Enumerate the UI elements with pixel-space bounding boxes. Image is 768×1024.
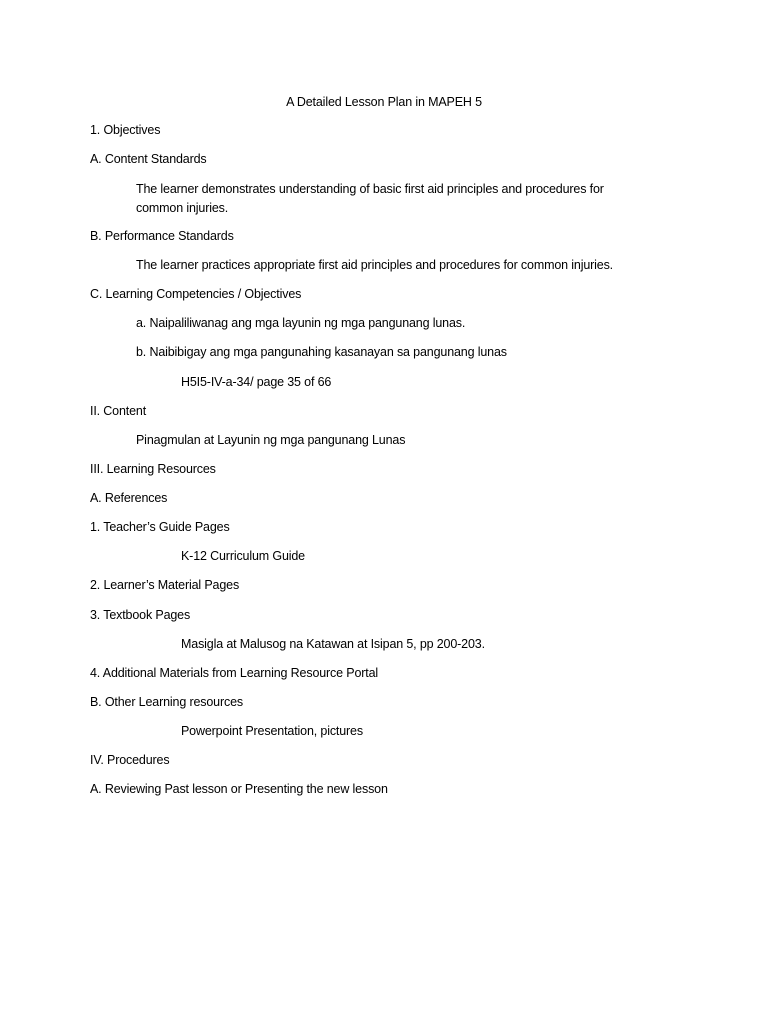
teachers-guide-value: K-12 Curriculum Guide — [181, 549, 305, 563]
heading-procedures: IV. Procedures — [90, 753, 170, 767]
document-title: A Detailed Lesson Plan in MAPEH 5 — [286, 95, 482, 109]
performance-standards-text: The learner practices appropriate first aid principles and procedures for common injuries. — [136, 258, 614, 272]
additional-materials: 4. Additional Materials from Learning Resource Portal — [90, 666, 379, 680]
heading-content: II. Content — [90, 404, 147, 418]
procedure-a: A. Reviewing Past lesson or Presenting the new lesson — [90, 782, 388, 796]
textbook-pages: 3. Textbook Pages — [90, 608, 191, 622]
teachers-guide-pages: 1. Teacher’s Guide Pages — [90, 520, 230, 534]
competency-code: H5I5-IV-a-34/ page 35 of 66 — [181, 375, 332, 389]
heading-references: A. References — [90, 491, 168, 505]
textbook-pages-value: Masigla at Malusog na Katawan at Isipan 5, pp 200-203. — [181, 637, 485, 651]
learners-material-pages: 2. Learner’s Material Pages — [90, 578, 240, 592]
content-standards-text-line2: common injuries. — [136, 201, 229, 215]
competency-b: b. Naibibigay ang mga pangunahing kasanayan sa pangunang lunas — [136, 345, 507, 359]
other-learning-resources: B. Other Learning resources — [90, 695, 243, 709]
heading-performance-standards: B. Performance Standards — [90, 229, 234, 243]
content-standards-text-line1: The learner demonstrates understanding of basic first aid principles and procedures for — [136, 182, 604, 196]
heading-learning-resources: III. Learning Resources — [90, 462, 216, 476]
other-learning-resources-value: Powerpoint Presentation, pictures — [181, 724, 363, 738]
content-text: Pinagmulan at Layunin ng mga pangunang Lunas — [136, 433, 406, 447]
heading-objectives: 1. Objectives — [90, 123, 161, 137]
competency-a: a. Naipaliliwanag ang mga layunin ng mga pangunang lunas. — [136, 316, 466, 330]
heading-learning-competencies: C. Learning Competencies / Objectives — [90, 287, 302, 301]
heading-content-standards: A. Content Standards — [90, 152, 207, 166]
